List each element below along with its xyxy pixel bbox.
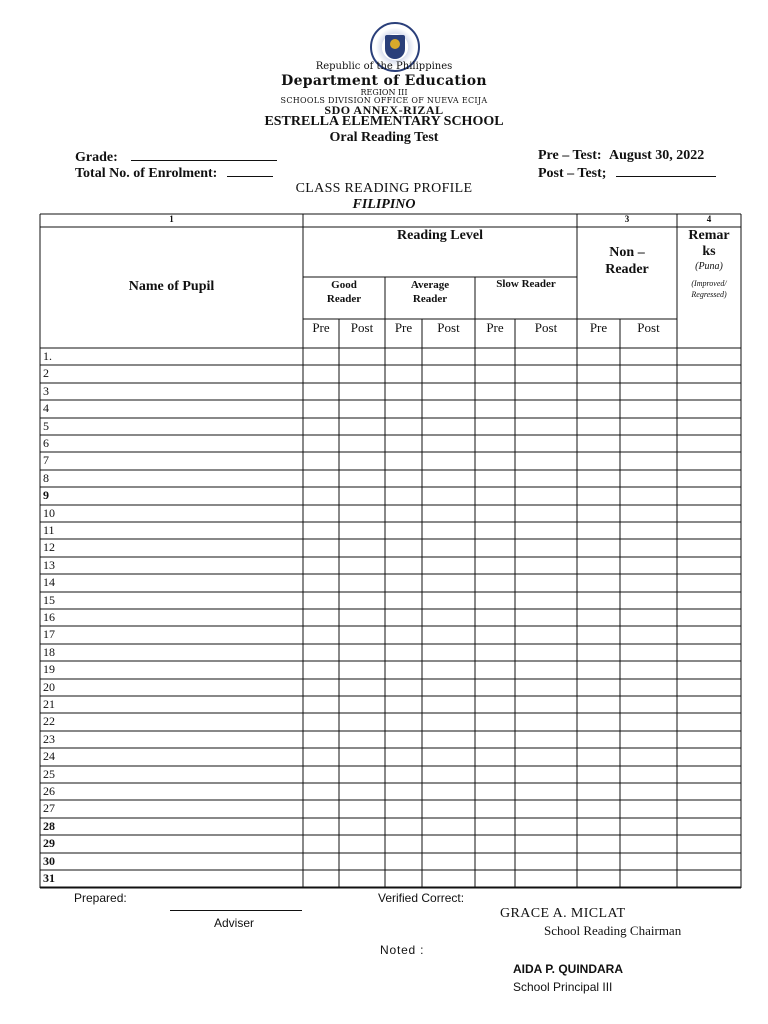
test-name: Oral Reading Test — [329, 130, 439, 145]
pretest-label: Pre – Test: — [538, 148, 602, 163]
good-reader-line2: Reader — [326, 293, 362, 305]
row-number: 30 — [43, 853, 55, 868]
non-reader-line1: Non – — [609, 245, 645, 260]
posttest-blank[interactable] — [616, 164, 716, 177]
col-number-1: 1 — [169, 214, 174, 224]
grade-label: Grade: — [75, 150, 118, 165]
department-title: Department of Education — [281, 73, 487, 89]
row-number: 9 — [43, 488, 49, 503]
row-number: 18 — [43, 644, 55, 659]
profile-subject: FILIPINO — [352, 197, 416, 212]
posttest-label: Post – Test; — [538, 166, 607, 181]
improved-line: (Improved/ — [691, 279, 727, 288]
row-number: 24 — [43, 749, 55, 764]
row-number: 23 — [43, 731, 55, 746]
verified-label: Verified Correct: — [378, 891, 465, 905]
good-reader-line1: Good — [331, 279, 357, 291]
grade-blank[interactable] — [131, 148, 277, 161]
row-number: 25 — [43, 766, 55, 781]
average-reader-line1: Average — [410, 279, 450, 291]
row-number: 2 — [43, 366, 49, 381]
prepared-label: Prepared: — [74, 891, 127, 905]
slow-post-header: Post — [534, 320, 558, 335]
principal-name: AIDA P. QUINDARA — [513, 962, 624, 976]
noted-label: Noted : — [380, 943, 425, 957]
posttest-field — [538, 164, 716, 182]
average-reader-header — [385, 278, 475, 306]
good-pre-header: Pre — [312, 320, 330, 335]
region-text: REGION III — [360, 88, 408, 97]
row-number: 17 — [43, 627, 55, 642]
improved-regressed-note — [677, 278, 741, 300]
row-number: 11 — [43, 523, 55, 537]
row-number: 14 — [43, 575, 55, 590]
non-reader-header — [577, 244, 677, 278]
col-number-4: 4 — [706, 214, 712, 224]
row-number: 15 — [43, 592, 55, 607]
row-number: 21 — [43, 697, 55, 711]
good-post-header: Post — [350, 320, 374, 335]
remarks-header — [677, 228, 741, 260]
chairman-name: GRACE A. MICLAT — [500, 906, 626, 921]
good-reader-header — [303, 278, 385, 306]
row-number: 16 — [43, 610, 55, 624]
row-number: 10 — [43, 505, 55, 520]
enrolment-label: Total No. of Enrolment: — [75, 166, 218, 181]
slow-pre-header: Pre — [486, 320, 504, 335]
pretest-field — [538, 148, 704, 164]
profile-title: CLASS READING PROFILE — [295, 181, 473, 196]
enrolment-blank[interactable] — [227, 164, 273, 177]
non-post-header: Post — [637, 320, 660, 335]
row-number: 20 — [43, 679, 55, 694]
row-number: 4 — [43, 401, 49, 416]
row-number: 13 — [43, 557, 55, 572]
row-number: 1. — [43, 349, 52, 363]
row-number: 5 — [43, 418, 49, 433]
row-number: 27 — [43, 801, 55, 816]
reading-level-header: Reading Level — [397, 228, 483, 243]
republic-text: Republic of the Philippines — [315, 61, 453, 72]
row-number: 29 — [43, 836, 55, 851]
seal-sun-icon — [390, 39, 400, 49]
principal-title: School Principal III — [513, 980, 613, 994]
pretest-date: August 30, 2022 — [609, 148, 705, 163]
row-number: 26 — [43, 784, 55, 798]
adviser-label: Adviser — [214, 916, 255, 930]
non-pre-header: Pre — [589, 320, 608, 335]
school-name: ESTRELLA ELEMENTARY SCHOOL — [264, 114, 504, 129]
col-number-3: 3 — [624, 214, 630, 224]
non-reader-line2: Reader — [605, 262, 649, 277]
row-number: 19 — [43, 662, 55, 677]
regressed-line: Regressed) — [691, 290, 727, 299]
remarks-line2: ks — [702, 244, 716, 259]
slow-reader-header: Slow Reader — [496, 278, 556, 290]
row-number: 3 — [43, 383, 49, 398]
chairman-title: School Reading Chairman — [544, 923, 682, 938]
average-post-header: Post — [437, 320, 460, 335]
division-text: SCHOOLS DIVISION OFFICE OF NUEVA ECIJA — [280, 96, 488, 105]
row-number: 6 — [43, 436, 49, 450]
row-number: 31 — [43, 871, 55, 885]
name-of-pupil-header: Name of Pupil — [128, 279, 215, 294]
row-number: 8 — [43, 470, 49, 485]
enrolment-field — [75, 164, 273, 182]
average-pre-header: Pre — [394, 320, 413, 335]
average-reader-line2: Reader — [412, 293, 448, 305]
row-number: 22 — [43, 714, 55, 729]
remarks-line1: Remar — [688, 228, 730, 243]
puna-note: (Puna) — [695, 261, 723, 272]
row-number: 7 — [43, 453, 49, 468]
row-number: 28 — [43, 818, 55, 833]
row-number: 12 — [43, 540, 55, 555]
adviser-signature-line[interactable] — [170, 910, 302, 911]
sdo-text: SDO ANNEX-RIZAL — [324, 103, 444, 114]
